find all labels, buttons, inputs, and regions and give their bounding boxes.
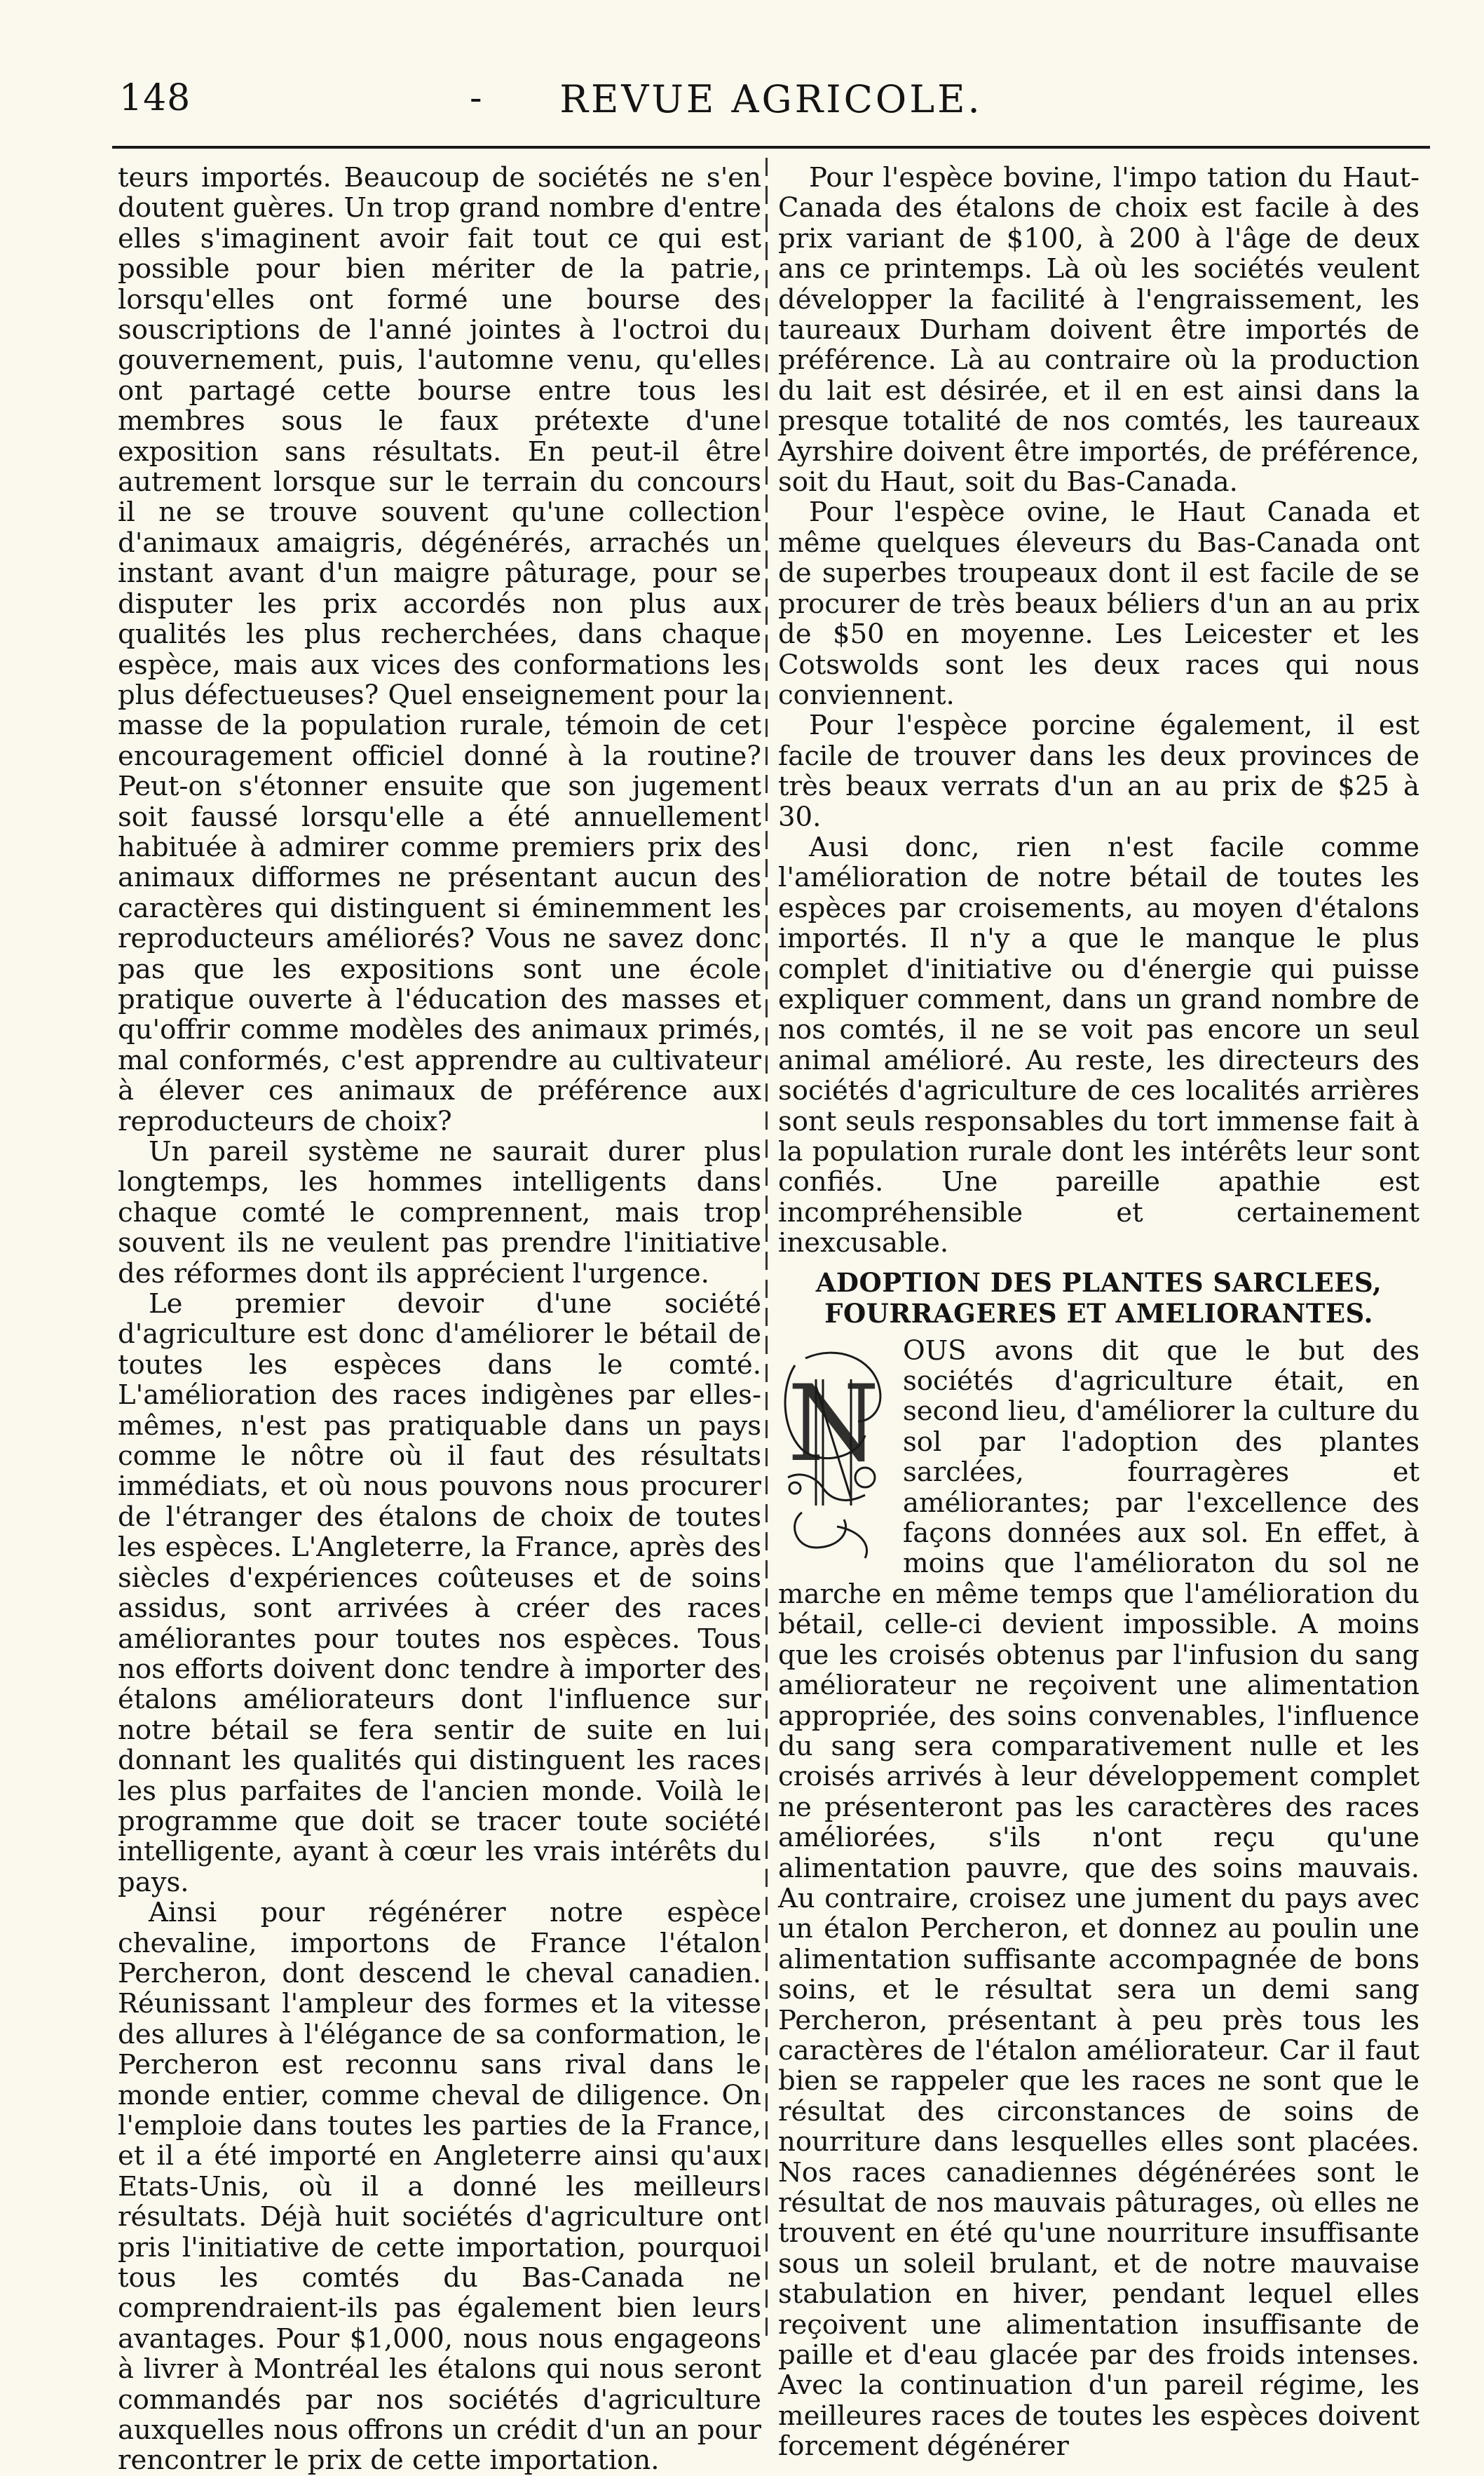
- paragraph: Un pareil système ne saurait durer plus longtemps, les hommes intelligents dans chaque comté le comprennent, mais trop souvent ils ne veulent pas prendre l'initiative des réformes dont ils apprécient l'urgence.: [118, 1136, 761, 1290]
- ornamental-drop-cap-icon: [774, 1337, 893, 1569]
- paragraph: Pour l'espèce ovine, le Haut Canada et même quelques éleveurs du Bas-Canada ont de superbes troupeaux dont il est facile de se procurer de très beaux béliers d'un an au prix de $50 en moyenne. Les Leicester et les Cotswolds sont les deux races qui nous conviennent.: [778, 496, 1420, 711]
- journal-title: REVUE AGRICOLE.: [559, 77, 983, 121]
- paragraph: Pour l'espèce porcine également, il est facile de trouver dans les deux provinces de très beaux verrats d'un an au prix de $25 à 30.: [778, 710, 1420, 833]
- right-column: [778, 163, 1420, 2462]
- paragraph: Le premier devoir d'une société d'agriculture est donc d'améliorer le bétail de toutes les espèces dans le comté. L'amélioration des races indigènes par elles-mêmes, n'est pas pratiquable dans un pays comme le nôtre où il faut des résultats immédiats, et où nous pouvons nous procurer de l'étranger des étalons de choix de toutes les espèces. L'Angleterre, la France, après des siècles d'expériences coûteuses et de soins assidus, sont arrivées à créer des races améliorantes pour toutes nos espèces. Tous nos efforts doivent donc tendre à importer des étalons améliorateurs dont l'influence sur notre bétail se fera sentir de suite en lui donnant les qualités qui distinguent les races les plus parfaites de l'ancien monde. Voilà le programme que doit se tracer toute société intelligente, ayant à cœur les vrais intérêts du pays.: [118, 1288, 761, 1898]
- section-paragraph: OUS avons dit que le but des sociétés d'agriculture était, en second lieu, d'améliorer la culture du sol par l'adoption des plantes sarclées, fourragères et améliorantes; par l'excellence des façons données aux sol. En effet, à moins que l'amélioraton du sol ne marche en même temps que l'amélioration du bétail, celle-ci devient impossible. A moins que les croisés obtenus par l'infusion du sang améliorateur ne reçoivent une alimentation appropriée, des soins convenables, l'influence du sang sera comparativement nulle et les croisés arrivés à leur développement complet ne présenteront pas les caractères des races améliorées, s'ils n'ont reçu qu'une alimentation pauvre, que des soins mauvais. Au contraire, croisez une jument du pays avec un étalon Percheron, et donnez au poulin une alimentation suffisante accompagnée de bons soins, et le résultat sera un demi sang Percheron, présentant à peu près tous les caractères de l'étalon améliorateur. Car il faut bien se rappeler que les races ne sont que le résultat des circonstances de soins de nourriture dans lesquelles elles sont placées. Nos races canadiennes dégénérées sont le résultat de nos mauvais pâturages, où elles ne trouvent en été qu'une nourriture insuffisante sous un soleil brulant, et de notre mauvaise stabulation en hiver, pendant lequel elles reçoivent une alimentation insuffisante de paille et d'eau glacée par des froids intenses. Avec la continuation d'un pareil régime, les meilleures races de toutes les espèces doivent forcement dégénérer: [778, 1334, 1420, 2463]
- paragraph: Ainsi pour régénérer notre espèce chevaline, importons de France l'étalon Percheron, dont descend le cheval canadien. Réunissant l'ampleur des formes et la vitesse des allures à l'élégance de sa conformation, le Percheron est reconnu sans rival dans le monde entier, comme cheval de diligence. On l'emploie dans toutes les parties de la France, et il a été importé en Angleterre ainsi qu'aux Etats-Unis, où il a donné les meilleurs résultats. Déjà huit sociétés d'agriculture ont pris l'initiative de cette importation, pourquoi tous les comtés du Bas-Canada ne comprendraient-ils pas également bien leurs avantages. Pour $1,000, nous nous engageons à livrer à Montréal les étalons qui nous seront commandés par nos sociétés d'agriculture auxquelles nous offrons un crédit d'un an pour rencontrer le prix de cette importation.: [118, 1897, 761, 2476]
- left-column: [118, 163, 761, 2476]
- paragraph: teurs importés. Beaucoup de sociétés ne s'en doutent guères. Un trop grand nombre d'entre elles s'imaginent avoir fait tout ce qui est possible pour bien mériter de la patrie, lorsqu'elles ont formé une bourse des souscriptions de l'anné jointes à l'octroi du gouvernement, puis, l'automne venu, qu'elles ont partagé cette bourse entre tous les membres sous le faux prétexte d'une exposition sans résultats. En peut-il être autrement lorsque sur le terrain du concours il ne se trouve souvent qu'une collection d'animaux amaigris, dégénérés, arrachés un instant avant d'un maigre pâturage, pour se disputer les prix accordés non plus aux qualités les plus recherchées, dans chaque espèce, mais aux vices des conformations les plus défectueuses? Quel enseignement pour la masse de la population rurale, témoin de cet encouragement officiel donné à la routine? Peut-on s'étonner ensuite que son jugement soit faussé lorsqu'elle a été annuellement habituée à admirer comme premiers prix des animaux difformes ne présentant aucun des caractères qui distinguent si éminemment les reproducteurs améliorés? Vous ne savez donc pas que les expositions sont une école pratique ouverte à l'éducation des masses et qu'offrir comme modèles des animaux primés, mal conformés, c'est apprendre au cultivateur à élever ces animaux de préférence aux reproducteurs de choix?: [118, 162, 761, 1137]
- column-divider: [765, 158, 768, 2346]
- header-rule: [112, 146, 1430, 149]
- paragraph: Pour l'espèce bovine, l'impo tation du Haut-Canada des étalons de choix est facile à des prix variant de $100, à 200 à l'âge de deux ans ce printemps. Là où les sociétés veulent développer la facilité à l'engraissement, les taureaux Durham doivent être importés de préférence. Là au contraire où la production du lait est désirée, et il en est ainsi dans la presque totalité de nos comtés, les taureaux Ayrshire doivent être importés, de préférence, soit du Haut, soit du Bas-Canada.: [778, 162, 1420, 499]
- drop-cap-letter: N: [787, 1362, 880, 1485]
- paragraph: Ausi donc, rien n'est facile comme l'amélioration de notre bétail de toutes les espèces par croisements, au moyen d'étalons importés. Il n'y a que le manque le plus complet d'initiative ou d'énergie qui puisse expliquer comment, dans un grand nombre de nos comtés, il ne se voit pas encore un seul animal amélioré. Au reste, les directeurs des sociétés d'agriculture de ces localités arrières sont seuls responsables du tort immense fait à la population rurale dont les intérêts leur sont confiés. Une pareille apathie est incompréhensible et certainement inexcusable.: [778, 831, 1420, 1259]
- section-title: ADOPTION DES PLANTES SARCLEES, FOURRAGERES ET AMELIORANTES.: [815, 1266, 1382, 1329]
- header-separator: -: [470, 77, 482, 119]
- page-header: [112, 70, 1430, 126]
- page-number: 148: [119, 77, 191, 119]
